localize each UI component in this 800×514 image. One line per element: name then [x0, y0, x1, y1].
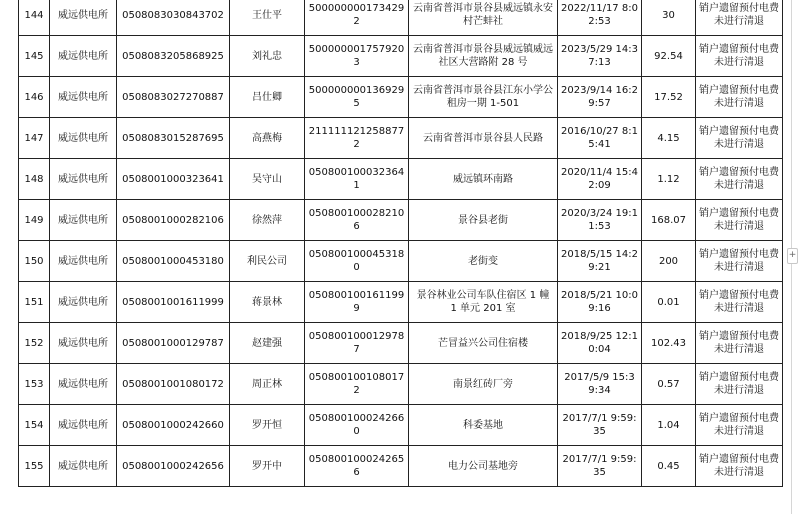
cell-meter-number: 0508001000323641	[305, 159, 409, 200]
cell-customer-name: 罗开恒	[230, 405, 305, 446]
cell-account-number: 0508001000129787	[117, 323, 230, 364]
cell-meter-number: 5000000001734292	[305, 0, 409, 36]
cell-customer-name: 蒋景林	[230, 282, 305, 323]
cell-row-number: 155	[19, 446, 50, 487]
cell-customer-name: 刘礼忠	[230, 36, 305, 77]
table-row	[19, 200, 783, 241]
cell-remark: 销户遗留预付电费未进行清退	[696, 159, 783, 200]
cell-power-station: 威远供电所	[50, 118, 117, 159]
cell-meter-number: 2111111212588772	[305, 118, 409, 159]
cell-timestamp: 2023/5/29 14:37:13	[558, 36, 642, 77]
table-row	[19, 405, 783, 446]
cell-remark: 销户遗留预付电费未进行清退	[696, 118, 783, 159]
cell-account-number: 0508083030843702	[117, 0, 230, 36]
cell-customer-name: 吴守山	[230, 159, 305, 200]
cell-timestamp: 2018/9/25 12:10:04	[558, 323, 642, 364]
cell-power-station: 威远供电所	[50, 405, 117, 446]
cell-address: 云南省普洱市景谷县威远镇永安村芒蚌社	[409, 0, 558, 36]
cell-customer-name: 吕仕卿	[230, 77, 305, 118]
table-row	[19, 0, 783, 36]
cell-row-number: 144	[19, 0, 50, 36]
cell-remark: 销户遗留预付电费未进行清退	[696, 282, 783, 323]
cell-account-number: 0508001000282106	[117, 200, 230, 241]
table-row	[19, 323, 783, 364]
cell-remark: 销户遗留预付电费未进行清退	[696, 241, 783, 282]
cell-customer-name: 罗开中	[230, 446, 305, 487]
cell-timestamp: 2023/9/14 16:29:57	[558, 77, 642, 118]
cell-amount: 0.01	[642, 282, 696, 323]
table-body	[19, 0, 783, 487]
plus-icon: +	[788, 250, 797, 260]
refund-records-table	[18, 0, 783, 487]
cell-power-station: 威远供电所	[50, 159, 117, 200]
cell-amount: 0.45	[642, 446, 696, 487]
cell-address: 景谷县老街	[409, 200, 558, 241]
cell-row-number: 153	[19, 364, 50, 405]
cell-address: 云南省普洱市景谷县江东小学公租房一期 1-501	[409, 77, 558, 118]
cell-power-station: 威远供电所	[50, 0, 117, 36]
cell-timestamp: 2017/5/9 15:39:34	[558, 364, 642, 405]
cell-address: 芒冒益兴公司住宿楼	[409, 323, 558, 364]
cell-amount: 30	[642, 0, 696, 36]
cell-power-station: 威远供电所	[50, 36, 117, 77]
cell-remark: 销户遗留预付电费未进行清退	[696, 0, 783, 36]
cell-timestamp: 2020/3/24 19:11:53	[558, 200, 642, 241]
cell-address: 老街变	[409, 241, 558, 282]
cell-meter-number: 0508001001611999	[305, 282, 409, 323]
cell-power-station: 威远供电所	[50, 364, 117, 405]
cell-amount: 1.12	[642, 159, 696, 200]
cell-timestamp: 2018/5/21 10:09:16	[558, 282, 642, 323]
cell-remark: 销户遗留预付电费未进行清退	[696, 323, 783, 364]
table-row	[19, 36, 783, 77]
table-row	[19, 282, 783, 323]
cell-meter-number: 0508001000242660	[305, 405, 409, 446]
cell-row-number: 152	[19, 323, 50, 364]
cell-amount: 17.52	[642, 77, 696, 118]
cell-remark: 销户遗留预付电费未进行清退	[696, 200, 783, 241]
cell-row-number: 145	[19, 36, 50, 77]
table-row	[19, 118, 783, 159]
cell-account-number: 0508001000242656	[117, 446, 230, 487]
cell-power-station: 威远供电所	[50, 282, 117, 323]
cell-row-number: 146	[19, 77, 50, 118]
cell-customer-name: 徐然萍	[230, 200, 305, 241]
cell-customer-name: 周正林	[230, 364, 305, 405]
cell-row-number: 148	[19, 159, 50, 200]
cell-amount: 168.07	[642, 200, 696, 241]
cell-row-number: 150	[19, 241, 50, 282]
cell-address: 景谷林业公司车队住宿区 1 幢 1 单元 201 室	[409, 282, 558, 323]
cell-remark: 销户遗留预付电费未进行清退	[696, 77, 783, 118]
cell-amount: 92.54	[642, 36, 696, 77]
cell-row-number: 154	[19, 405, 50, 446]
table-row	[19, 364, 783, 405]
cell-timestamp: 2017/7/1 9:59:35	[558, 405, 642, 446]
cell-meter-number: 0508001000242656	[305, 446, 409, 487]
cell-account-number: 0508001000453180	[117, 241, 230, 282]
cell-amount: 4.15	[642, 118, 696, 159]
cell-remark: 销户遗留预付电费未进行清退	[696, 36, 783, 77]
cell-account-number: 0508083027270887	[117, 77, 230, 118]
cell-remark: 销户遗留预付电费未进行清退	[696, 405, 783, 446]
cell-meter-number: 5000000001369295	[305, 77, 409, 118]
cell-meter-number: 0508001000282106	[305, 200, 409, 241]
cell-row-number: 151	[19, 282, 50, 323]
cell-amount: 1.04	[642, 405, 696, 446]
cell-row-number: 149	[19, 200, 50, 241]
table-row	[19, 446, 783, 487]
cell-meter-number: 0508001001080172	[305, 364, 409, 405]
cell-remark: 销户遗留预付电费未进行清退	[696, 446, 783, 487]
cell-account-number: 0508001001611999	[117, 282, 230, 323]
cell-address: 电力公司基地旁	[409, 446, 558, 487]
cell-timestamp: 2016/10/27 8:15:41	[558, 118, 642, 159]
cell-customer-name: 赵建强	[230, 323, 305, 364]
table-row	[19, 159, 783, 200]
cell-address: 南景红砖厂旁	[409, 364, 558, 405]
cell-account-number: 0508001001080172	[117, 364, 230, 405]
cell-account-number: 0508001000242660	[117, 405, 230, 446]
cell-timestamp: 2017/7/1 9:59:35	[558, 446, 642, 487]
expand-panel-button[interactable]	[787, 248, 798, 264]
cell-account-number: 0508083205868925	[117, 36, 230, 77]
cell-power-station: 威远供电所	[50, 77, 117, 118]
table-row	[19, 241, 783, 282]
cell-meter-number: 5000000017579203	[305, 36, 409, 77]
cell-amount: 200	[642, 241, 696, 282]
cell-meter-number: 0508001000453180	[305, 241, 409, 282]
cell-address: 威远镇环南路	[409, 159, 558, 200]
cell-power-station: 威远供电所	[50, 446, 117, 487]
cell-power-station: 威远供电所	[50, 200, 117, 241]
cell-account-number: 0508083015287695	[117, 118, 230, 159]
cell-address: 云南省普洱市景谷县威远镇威远社区大营路附 28 号	[409, 36, 558, 77]
cell-address: 科委基地	[409, 405, 558, 446]
cell-power-station: 威远供电所	[50, 323, 117, 364]
cell-remark: 销户遗留预付电费未进行清退	[696, 364, 783, 405]
cell-timestamp: 2020/11/4 15:42:09	[558, 159, 642, 200]
cell-customer-name: 利民公司	[230, 241, 305, 282]
cell-meter-number: 0508001000129787	[305, 323, 409, 364]
cell-address: 云南省普洱市景谷县人民路	[409, 118, 558, 159]
cell-customer-name: 高燕梅	[230, 118, 305, 159]
cell-account-number: 0508001000323641	[117, 159, 230, 200]
cell-customer-name: 王仕平	[230, 0, 305, 36]
cell-amount: 102.43	[642, 323, 696, 364]
cell-timestamp: 2022/11/17 8:02:53	[558, 0, 642, 36]
cell-amount: 0.57	[642, 364, 696, 405]
cell-row-number: 147	[19, 118, 50, 159]
cell-timestamp: 2018/5/15 14:29:21	[558, 241, 642, 282]
table-row	[19, 77, 783, 118]
cell-power-station: 威远供电所	[50, 241, 117, 282]
